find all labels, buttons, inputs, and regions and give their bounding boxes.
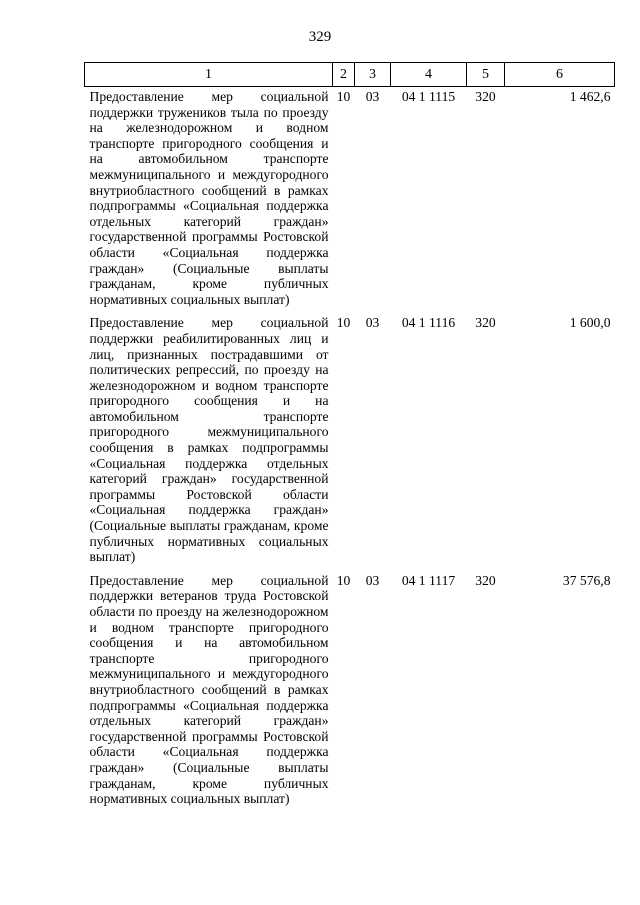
column-header-1: 1: [85, 63, 333, 87]
row-description: Предоставление мер социальной поддержки ветеранов труда Ростовской области по проезду на железнодорожном и водном транспорте пригородного сообщения и на автомобильном транспорте пригородного межмуниципального и междугородного внутриобластного сообщений в рамках подпрограммы «Социальная поддержка отдельных категорий граждан» государственной программы Ростовской области «Социальная поддержка граждан» (Социальные выплаты гражданам, кроме публичных нормативных социальных выплат): [89, 572, 329, 807]
table-row: [85, 87, 615, 314]
row-target: 04 1 1115: [401, 89, 456, 104]
row-razdel: 10: [336, 89, 351, 104]
row-expense-type: 320: [475, 315, 496, 331]
column-header-2: 2: [333, 63, 355, 87]
row-expense-type: 320: [475, 572, 496, 588]
row-razdel: 10: [336, 572, 351, 588]
column-header-6: 6: [505, 63, 615, 87]
row-description: Предоставление мер социальной поддержки реабилитированных лиц и лиц, признанных пострадавшими от политических репрессий, по проезду на железнодорожном и водном транспорте пригородного сообщения и на автомобильном транспорте пригородного межмуниципального сообщения в рамках подпрограммы «Социальная поддержка отдельных категорий граждан» государственной программы Ростовской области «Социальная поддержка граждан» (Социальные выплаты гражданам, кроме публичных нормативных социальных выплат): [89, 315, 329, 565]
column-header-3: 3: [355, 63, 391, 87]
row-podrazdel: 03: [365, 89, 380, 104]
page-number: 329: [308, 29, 332, 45]
row-target: 04 1 1116: [401, 315, 456, 331]
row-target: 04 1 1117: [401, 572, 456, 588]
row-podrazdel: 03: [365, 315, 380, 331]
table-row: [85, 313, 615, 571]
row-amount: 1 462,6: [569, 89, 611, 104]
table-row: [85, 571, 615, 813]
row-description: Предоставление мер социальной поддержки тружеников тыла по проезду на железнодорожном и водном транспорте пригородного сообщения и на автомобильном транспорте межмуниципального и междугородного внутриобластного сообщений в рамках подпрограммы «Социальная поддержка отдельных категорий граждан» государственной программы Ростовской области «Социальная поддержка граждан» (Социальные выплаты гражданам, кроме публичных нормативных социальных выплат): [89, 89, 329, 307]
row-amount: 1 600,0: [569, 315, 611, 331]
column-header-5: 5: [467, 63, 505, 87]
row-podrazdel: 03: [365, 572, 380, 588]
row-amount: 37 576,8: [562, 572, 611, 588]
budget-table: [84, 62, 615, 813]
column-header-4: 4: [391, 63, 467, 87]
row-expense-type: 320: [475, 89, 496, 104]
row-razdel: 10: [336, 315, 351, 331]
header-row: [85, 63, 615, 87]
